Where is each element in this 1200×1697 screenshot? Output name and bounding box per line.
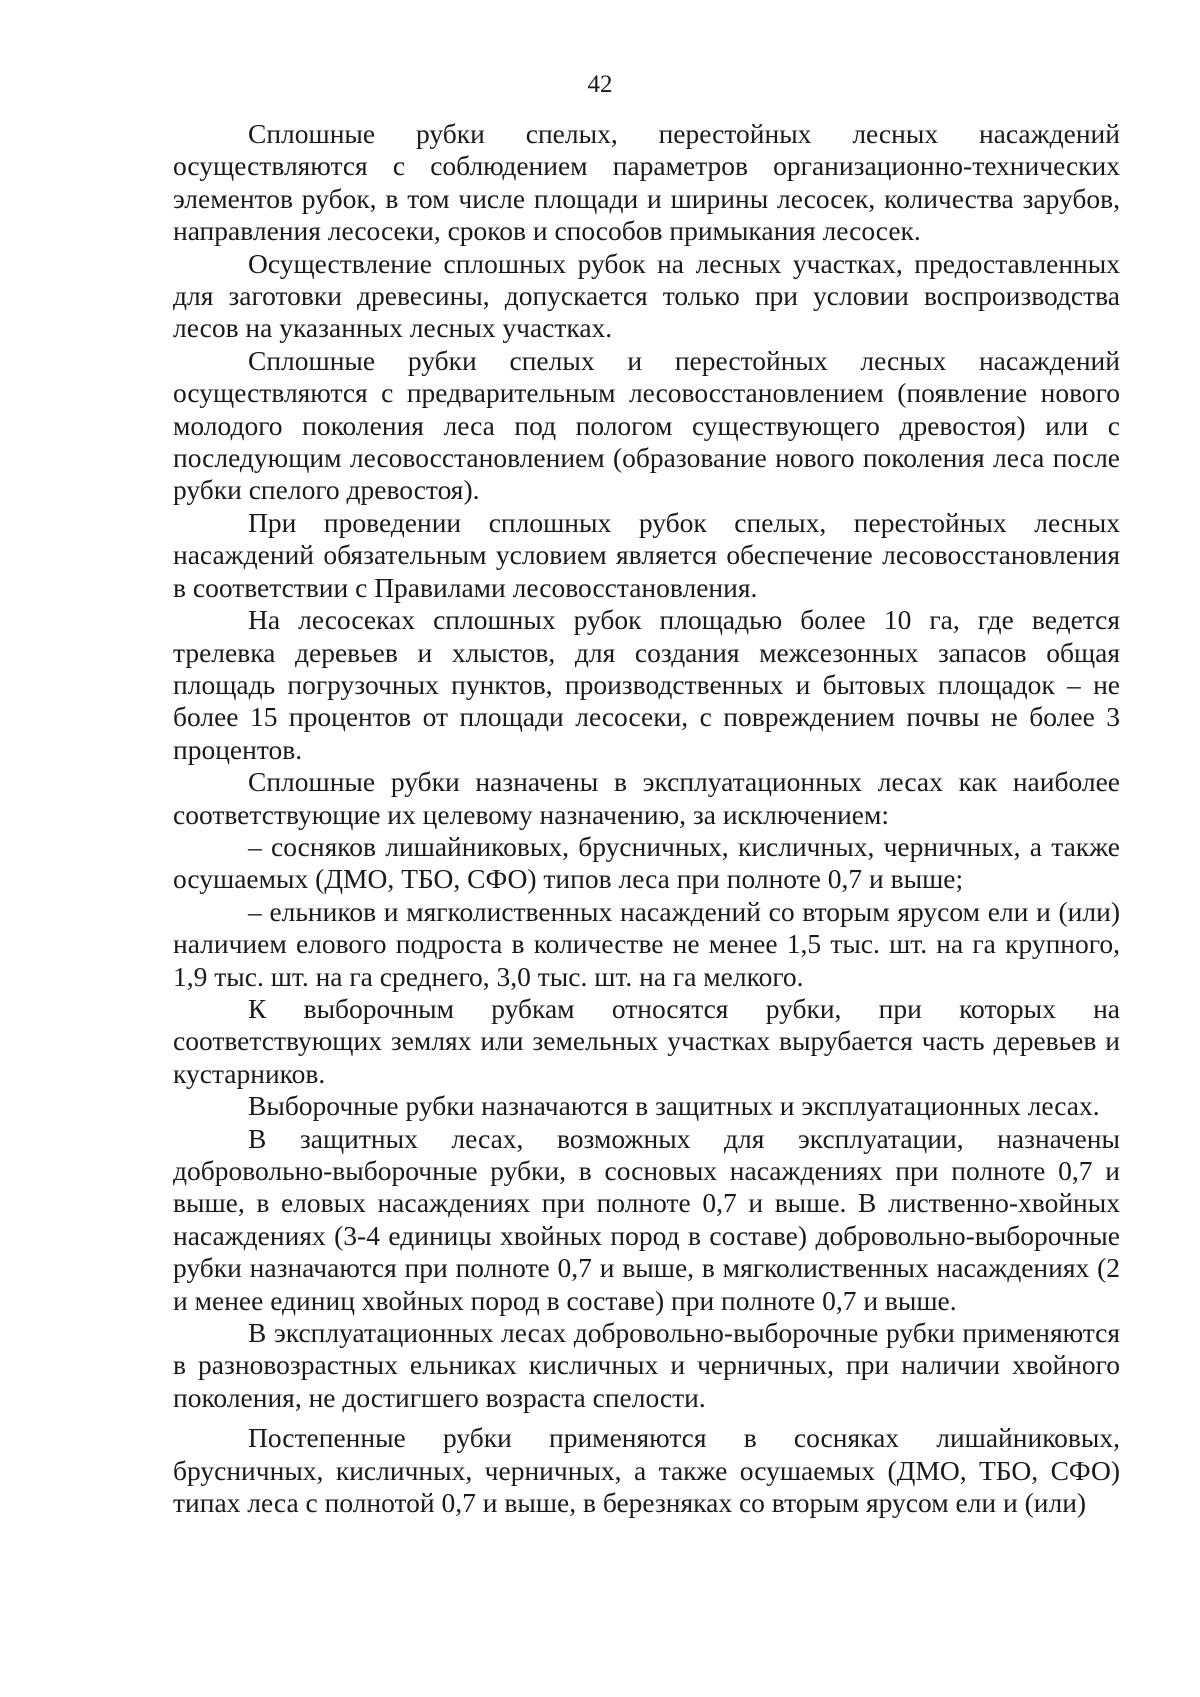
paragraph-selective-cutting-definition: К выборочным рубкам относятся рубки, при которых на соответствующих землях или земельных участках вырубается часть деревьев и кустарников. (173, 992, 1120, 1089)
paragraph-gradual-cutting: Постепенные рубки применяются в сосняках лишайниковых, брусничных, кисличных, черничных, а также осушаемых (ДМО, ТБО, СФО) типах леса с полнотой 0,7 и выше, в березняках со вторым ярусом ели и (или) (173, 1422, 1120, 1519)
paragraph-exploitation-forests: Сплошные рубки назначены в эксплуатационных лесах как наиболее соответствующие их целевому назначению, за исключением: (173, 766, 1120, 830)
paragraph-reforestation-rules: При проведении сплошных рубок спелых, перестойных лесных насаждений обязательным условием является обеспечение лесовосстановления в соответствии с Правилами лесовосстановления. (173, 506, 1120, 603)
document-body (173, 118, 1120, 1519)
paragraph-clear-cutting-parameters: Сплошные рубки спелых, перестойных лесных насаждений осуществляются с соблюдением параметров организационно-технических элементов рубок, в том числе площади и ширины лесосек, количества зарубов, направления лесосеки, сроков и способов примыкания лесосек. (173, 118, 1120, 247)
paragraph-reforestation-condition: Осуществление сплошных рубок на лесных участках, предоставленных для заготовки древесины, допускается только при условии воспроизводства лесов на указанных лесных участках. (173, 247, 1120, 344)
list-item-pine-stands: – сосняков лишайниковых, брусничных, кисличных, черничных, а также осушаемых (ДМО, ТБО, СФО) типов леса при полноте 0,7 и выше; (173, 830, 1120, 895)
paragraph-loading-areas: На лесосеках сплошных рубок площадью более 10 га, где ведется трелевка деревьев и хлыстов, для создания межсезонных запасов общая площадь погрузочных пунктов, производственных и бытовых площадок – не более 15 процентов от площади лесосеки, с повреждением почвы не более 3 процентов. (173, 604, 1120, 765)
list-item-spruce-stands: – ельников и мягколиственных насаждений со вторым ярусом ели и (или) наличием елового подроста в количестве не менее 1,5 тыс. шт. на га крупного, 1,9 тыс. шт. на га среднего, 3,0 тыс. шт. на га мелкого. (173, 895, 1120, 992)
paragraph-protective-forests: В защитных лесах, возможных для эксплуатации, назначены добровольно-выборочные рубки, в сосновых насаждениях при полноте 0,7 и выше, в еловых насаждениях при полноте 0,7 и выше. В лиственно-хвойных насаждениях (3-4 единицы хвойных пород в составе) добровольно-выборочные рубки назначаются при полноте 0,7 и выше, в мягколиственных насаждениях (2 и менее единиц хвойных пород в составе) при полноте 0,7 и выше. (173, 1122, 1120, 1316)
page-number: 42 (587, 71, 613, 98)
paragraph-selective-cutting-assignment: Выборочные рубки назначаются в защитных и эксплуатационных лесах. (248, 1090, 1100, 1122)
paragraph-reforestation-types: Сплошные рубки спелых и перестойных лесных насаждений осуществляются с предварительным лесовосстановлением (появление нового молодого поколения леса под пологом существующего древостоя) или с последующим лесовосстановлением (образование нового поколения леса после рубки спелого древостоя). (173, 344, 1120, 506)
paragraph-exploitation-selective: В эксплуатационных лесах добровольно-выборочные рубки применяются в разновозрастных ельниках кисличных и черничных, при наличии хвойного поколения, не достигшего возраста спелости. (173, 1317, 1120, 1413)
